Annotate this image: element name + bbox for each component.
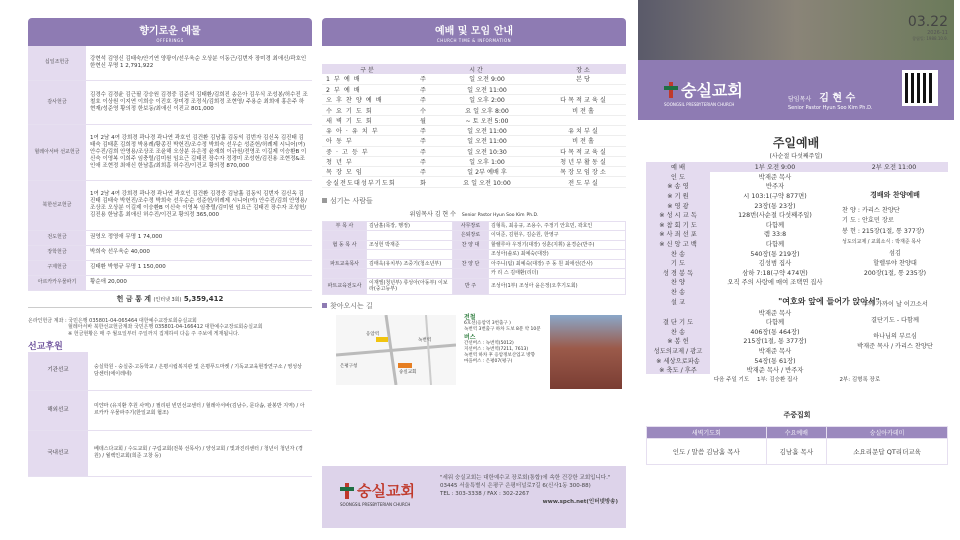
order-label: 찬 송 [646, 248, 710, 258]
schedule-day: 주 [412, 136, 434, 146]
subway-title: 전철 [464, 313, 476, 321]
cover-band [638, 60, 954, 120]
square-bullet-icon [322, 198, 327, 203]
logo-en: SOONGSIL PRESBYTERIAN CHURCH [340, 502, 411, 507]
account-info [28, 318, 312, 338]
order-value: "여호와 앞에 들어가 앉아서" [778, 297, 880, 307]
cross-icon [664, 82, 678, 98]
offering-panel [28, 18, 312, 540]
servant-v2: 조성아(1부) 조성아 윤은정(오후기도회) [489, 278, 626, 294]
schedule-time: 일 오전 11:00 [434, 136, 540, 146]
map-label: 녹번역 [418, 337, 432, 343]
schedule-time: ~ 토 오전 5:00 [434, 115, 540, 125]
servant-l2: 은퇴장로 [453, 231, 489, 241]
table-row [323, 278, 626, 294]
table-row [322, 125, 626, 135]
qr-code-icon[interactable] [902, 70, 938, 106]
order-label: 결 단 기 도 [646, 317, 710, 327]
table-row [322, 156, 626, 166]
servant-l2 [453, 269, 489, 279]
table-row [323, 269, 626, 279]
church-logo [340, 480, 415, 501]
table-row [323, 259, 626, 269]
table-row [28, 80, 312, 124]
pastor-line-text: 위임목사 김 현 수 [409, 210, 456, 218]
table-row [646, 365, 948, 375]
offering-label: 아르카카우물파기 [28, 275, 86, 290]
schedule-day: 주 [412, 167, 434, 177]
servant-l1 [323, 269, 367, 279]
transit-info [464, 315, 544, 365]
order-label: 찬 송 [646, 327, 710, 337]
order-value: 김성범 집사 [758, 260, 792, 268]
order-label: ※ 신 앙 고 백 [646, 239, 710, 249]
order-value: 215장(1절, 통 377장) [743, 338, 807, 346]
subway-line: 녹번역 3번출구 하차 도보 8분 약 10분 [464, 326, 541, 332]
pastor-block [788, 86, 873, 111]
servant-v1: 김태욱(유치부) 조중기(청소년부) [367, 259, 453, 269]
order-label: ※ 축도 / 후주 [646, 365, 710, 375]
pastor-en-name: Senior Pastor Hyun Soo Kim Ph.D. [788, 105, 873, 111]
schedule-day: 수 [412, 105, 434, 115]
column-header: 시 간 [412, 64, 540, 74]
order-value: 박재준 목사 [758, 347, 792, 355]
column-header: 구 분 [322, 64, 412, 74]
order-label: ※ 봉 헌 [646, 336, 710, 346]
total-value: 5,359,412 [183, 294, 224, 303]
table-row [28, 430, 312, 476]
offering-value: 1여 2남 4여 강희경 곽나경 곽나연 곽호인 김건환 김경중 김남흘 김동익 김번자 김신옥 김진태 김태숙 박헌진/조수정 박희숙 선우순순 성준헌/허례제 시니어(여) 안수진/김희 안영용/조상조 오상분 이길제 이승환B 이신숙 이영복 임충렬/김미원 임요근 김태진 장수자 조성헌/김진용 한남흠 최애신 허수진/이건교 황의정 365,000 [86, 180, 312, 230]
servant-l2: 사무장로 [453, 221, 489, 231]
pastor-name: 김 현 수 [819, 93, 856, 104]
praise-item: 찬 양 : 카리스 찬양단 [842, 207, 900, 215]
total-label: 헌 금 통 계 [116, 294, 152, 303]
order-value: 다함께 [765, 319, 785, 327]
schedule-time: 일 2부 예배 후 [434, 167, 540, 177]
church-logo [664, 78, 743, 101]
schedule-event: 숭실전도대성부기도회 [322, 177, 412, 187]
schedule-place: 비 전 홀 [540, 136, 626, 146]
servants-heading [322, 196, 626, 206]
servant-v2: 카 리 스 김태환(리더) [489, 269, 626, 279]
table-row [323, 231, 626, 241]
order-label: ※ 송 영 [646, 181, 710, 191]
schedule-day: 월 [412, 115, 434, 125]
table-row [322, 84, 626, 94]
servant-v2: 이덕준, 김현우, 김순원, 한영구 [489, 231, 626, 241]
praise-item: 기 도 : 안효민 장로 [842, 217, 894, 225]
map-label: 은평구청 [340, 363, 358, 369]
offering-value: 김경수 김경윤 김근필 강승원 김경중 김준석 김태환/김희진 송은아 김우식 조성봉/허수진 조철호 이상원 이지연 이희승 이진호 장미경 조정식/김희정 조현영/ 주용순 최희애 홍은주 하현재/성준영 황의정 한보동/최애신 이진교 801,000 [86, 80, 312, 124]
column-header: 장 소 [540, 64, 626, 74]
subway-line: 6호선(응암역 3번출구 ) [464, 320, 511, 326]
table-row [322, 74, 626, 84]
map-label: 숭실교회 [399, 369, 417, 375]
schedule-event: 1 부 예 배 [322, 74, 412, 84]
sunday-order [646, 162, 948, 383]
worship-schedule-body [322, 74, 626, 187]
servant-v1 [367, 231, 453, 241]
schedule-day: 주 [412, 84, 434, 94]
bus-line: 지선버스 : 녹번역(7211, 7613) [464, 346, 529, 352]
pastor-title: 담임목사 [788, 96, 812, 103]
offering-label: 십일조헌금 [28, 46, 86, 80]
praise-item: 하나님의 부르심 [873, 333, 917, 341]
offering-total [28, 291, 312, 308]
order-label: 성도의교제 / 광고 [646, 346, 710, 356]
sunday-subtitle: (사순절 다섯째주일) [769, 153, 823, 160]
order-label: ※ 세상으로파송 [646, 355, 710, 365]
map-church-mark [398, 363, 412, 368]
schedule-event: 아 동 부 [322, 136, 412, 146]
order-spacer [840, 355, 948, 365]
schedule-day: 주 [412, 125, 434, 135]
table-row [28, 260, 312, 275]
schedule-day: 주 [412, 146, 434, 156]
offering-title: 향기로운 예물 [139, 26, 201, 37]
map-label: 응암역 [366, 331, 380, 337]
schedule-day: 주 [412, 95, 434, 105]
schedule-time: 일 오전 11:00 [434, 84, 540, 94]
servant-v1 [367, 250, 453, 260]
schedule-place: 본 당 [540, 74, 626, 84]
servant-v1: 이재엘(청년부) 류성아(아동부) 이보라(중고등부) [367, 278, 453, 294]
table-row [28, 180, 312, 230]
order-value: 오직 주의 사랑에 매여 조택연 집사 [727, 279, 823, 287]
footer-address: 03445 서울특별시 은평구 은평터널로7길 6(신사1동 300-88) [440, 483, 591, 489]
servant-l1 [323, 231, 367, 241]
table-row [28, 275, 312, 290]
table-row [646, 355, 948, 365]
sunday-title-block [638, 134, 954, 160]
servants-title: 섬기는 사람들 [330, 196, 373, 205]
bulletin-date: 03.22 [907, 14, 948, 30]
offering-table [28, 46, 312, 291]
weekday-table [646, 426, 948, 465]
order-value [710, 287, 840, 297]
order-value: 박재준 목사 / 반주자 [746, 367, 804, 375]
cover-panel [638, 0, 954, 540]
praise-item: 200장(1절, 통 235장) [863, 270, 927, 278]
offering-value: 박희숙 선우욱순 40,000 [86, 245, 312, 260]
bus-title: 버스 [464, 333, 476, 341]
schedule-place: 유 치 부 실 [540, 125, 626, 135]
bulletin-footer [322, 466, 626, 528]
servant-l1: 부 목 사 [323, 221, 367, 231]
schedule-time: 일 오후 1:00 [434, 156, 540, 166]
table-row [322, 115, 626, 125]
schedule-place: 목 장 모 임 장 소 [540, 167, 626, 177]
schedule-time: 일 오전 10:30 [434, 146, 540, 156]
servant-v1: 조성헌 박재준 [367, 240, 453, 250]
bus-line: 녹번역 하차 후 응암정보산업고 방향 [464, 352, 535, 358]
schedule-time: 요 일 오전 10:00 [434, 177, 540, 187]
table-row [322, 136, 626, 146]
offering-label: 헐레아서바 선교헌금 [28, 124, 86, 180]
order-label: 기 도 [646, 258, 710, 268]
order-label: ※ 사 죄 선 포 [646, 229, 710, 239]
table-row [323, 221, 626, 231]
praise-item: 주께 가까이 날 이끄소서 [862, 300, 928, 308]
table-row [28, 124, 312, 180]
offering-label: 감사헌금 [28, 80, 86, 124]
order-value: 128번(사순절 다섯째주일) [738, 212, 812, 220]
schedule-place: 전 도 부 실 [540, 177, 626, 187]
mission-value: 베데스다교회 / 수도교회 / 구림교회(전북 선목사) / 양성교회 / 빛과진리센터 / 청년이 청년자 (경원) / 월렉인교회(희준 고창 등) [88, 430, 312, 476]
offering-header [28, 18, 312, 46]
table-header-row [647, 427, 948, 439]
order-spacer [840, 365, 948, 375]
total-note: (인터넷 3회) [153, 296, 182, 303]
worship-info-subtitle: CHURCH TIME & INFORMATION [436, 38, 512, 43]
table-row [323, 240, 626, 250]
table-row [322, 105, 626, 115]
servant-l1 [323, 250, 367, 260]
schedule-time: 일 오후 2:00 [434, 95, 540, 105]
footer-tel: TEL : 303-3338 / FAX : 302-2267 [440, 491, 530, 497]
schedule-event: 오 후 찬 양 예 배 [322, 95, 412, 105]
servant-v2: 조성아(솔로) 최예숙(대장) [489, 250, 626, 260]
next-label: 다음 주일 기도 [713, 377, 750, 384]
next-prayer-2: 2부: 김형록 장로 [839, 377, 881, 384]
account-note: ※ 헌금현황은 매 주 월요일부터 주일까지 집계하여 다음 주 주보에 게재됩니다. [68, 330, 240, 337]
praise-item: 성도의교제 / 교회소식 : 박재준 목사 [842, 238, 921, 245]
servant-v1 [367, 269, 453, 279]
schedule-event: 새 벽 기 도 회 [322, 115, 412, 125]
next-week-prayer [646, 375, 948, 383]
praise-worship-title: 경배와 찬양예배 [870, 191, 920, 199]
worship-schedule-table [322, 64, 626, 188]
column-header: 수요예배 [766, 427, 827, 439]
order-value: 박재준 목사 [758, 173, 792, 181]
schedule-day: 주 [412, 156, 434, 166]
schedule-place [540, 115, 626, 125]
logo-name: 숭실교회 [357, 482, 415, 500]
order-value: 박재준 목사 [758, 309, 792, 317]
cross-icon [340, 483, 354, 499]
table-row [28, 245, 312, 260]
offering-value: 황순애 20,000 [86, 275, 312, 290]
directions-heading [322, 301, 626, 311]
directions-title: 찾아오시는 길 [330, 301, 373, 310]
bus-line: 마을버스 : 은평07(평구) [464, 358, 513, 364]
schedule-place: 다 목 적 교 육 실 [540, 146, 626, 156]
map-station-mark [376, 337, 388, 342]
order-label: 설 교 [646, 296, 710, 307]
praise-item: 할렐루야 찬양대 [873, 260, 917, 268]
map-area [322, 315, 626, 395]
sunday-title: 주일예배 [772, 136, 820, 150]
table-row [322, 177, 626, 187]
schedule-day: 주 [412, 74, 434, 84]
pastor-line [322, 209, 626, 218]
column-header: 예 배 [646, 162, 710, 172]
weekday-value: 소요리문답 QT리더교육 [827, 439, 948, 465]
next-prayer-1: 1부: 김승환 집사 [756, 377, 798, 384]
table-row [28, 230, 312, 245]
table-row [28, 46, 312, 80]
table-row [323, 250, 626, 260]
servant-v2: 김형록, 최응규, 조용수, 주정기 안효민, 곽호인 [489, 221, 626, 231]
servant-l2: 찬 양 단 [453, 259, 489, 269]
schedule-event: 2 부 예 배 [322, 84, 412, 94]
mission-value: 미얀마 (유지환 후원 사역) / 필리핀 빈민선교센터 / 헐레아서바(김남수, 문다솜, 판봉반 지역) / 아르카카 우물파주기(한일교회 협조) [88, 390, 312, 430]
schedule-day: 화 [412, 177, 434, 187]
pastor-en: Senior Pastor Hyun Soo Kim [461, 212, 525, 218]
schedule-event: 청 년 부 [322, 156, 412, 166]
praise-item: 박재준 목사 / 카리스 찬양단 [857, 343, 933, 351]
offering-label: 장학헌금 [28, 245, 86, 260]
pastor-suffix: Ph.D. [526, 212, 539, 218]
weekday-value: 김남흘 목사 [766, 439, 827, 465]
servant-v2: 할렐루야 우정기(대장) 성훈(지휘) 윤경순(반주) [489, 240, 626, 250]
order-label: 찬 송 [646, 287, 710, 297]
mission-value: 숭실학원 - 숭실중·고등학교 / 은평시립복지관 및 은평푸드마켓 / 기독교교육현장연구소 / 영성상담센터(에이레네) [88, 352, 312, 390]
church-name: 숭실교회 [681, 81, 743, 100]
schedule-time: 일 오전 9:00 [434, 74, 540, 84]
column-header: 1부 오전 9:00 [710, 162, 840, 172]
schedule-event: 중 · 고 등 부 [322, 146, 412, 156]
order-label: ※ 성 시 교 독 [646, 210, 710, 220]
servant-l1: 파트교육전도사 [323, 278, 367, 294]
weekday-value: 인도 / 말씀 김남흘 목사 [647, 439, 767, 465]
table-row [322, 167, 626, 177]
table-row [647, 439, 948, 465]
account-line: 헐레아서바 북한선교헌금계좌 국민은행 035801-04-166412 대한예수교장로회숭실교회 [68, 324, 263, 330]
offering-value: 김태환 박형규 무명 1 150,000 [86, 260, 312, 275]
table-header-row [322, 64, 626, 74]
footer-url[interactable]: www.spch.net(인터넷방송) [542, 499, 618, 505]
info-panel [322, 18, 626, 540]
mission-table [28, 352, 312, 477]
schedule-place: 비 전 홀 [540, 105, 626, 115]
column-header: 새벽기도회 [647, 427, 767, 439]
schedule-place: 청 년 부 활 동 실 [540, 156, 626, 166]
order-value: 406장(통 464장) [750, 328, 800, 336]
table-row [28, 352, 312, 390]
order-label: ※ 영 광 [646, 200, 710, 210]
offering-value: 강현석 김영신 김태숙/안기연 양광이/선우욱순 오상분 이동근/김번자 장미경 최애신/곽호인 한현신 무명 1 2,791,922 [86, 46, 312, 80]
order-value: 삼하 7:18(구약 474면) [742, 269, 808, 277]
offering-label: 북한선교헌금 [28, 180, 86, 230]
weekday-title: 주중집회 [783, 411, 811, 419]
order-value: 시 103:1(구약 877면) [743, 193, 807, 201]
schedule-event: 목 장 모 임 [322, 167, 412, 177]
table-header-row [646, 162, 948, 172]
square-bullet-icon [322, 303, 327, 308]
servant-l2 [453, 250, 489, 260]
servant-v2: 아주니(팀) 최예숙(대장) 주 동 원 최애선(간사) [489, 259, 626, 269]
offering-value: 1여 2남 4여 강희경 곽나경 곽나연 곽호인 김건환 김남흘 김동익 김번자 김신옥 김진태 김태숙 김태훈 김희정 박용례/황종진 박헌진/조수정 박희숙 선우순 성준헌/허례제 시니어(여) 안수진/김희 안영용/조상조 조윤해 오상분 유은정 윤재희 이규원/전영조 이길제 이승환B 이신숙 이영복 이희주 임충렬/김미원 임요근 김태진 장수자 정경미 조성헌/김진용 조현정&조인애 조현정 최애신 한남흠/최희흠 허수진/이건교 황의정 870,000 [86, 124, 312, 180]
offering-value: 권영오 정영애 무명 1 74,000 [86, 230, 312, 245]
order-label: 성 경 봉 독 [646, 268, 710, 278]
table-row [322, 95, 626, 105]
servants-table [322, 221, 626, 295]
congregation-photo [638, 0, 954, 60]
order-label [646, 307, 710, 317]
praise-item: 결단기도 - 다함께 [870, 316, 919, 324]
mission-label: 국내선교 [28, 430, 88, 476]
schedule-time: 요 일 오후 8:00 [434, 105, 540, 115]
founded-date: 창립일: 1988.10.9. [912, 36, 948, 41]
offering-subtitle: OFFERINGS [156, 38, 184, 43]
order-value: 반주자 [765, 183, 785, 191]
order-label: ※ 참 회 기 도 [646, 220, 710, 230]
schedule-time: 일 오전 11:00 [434, 125, 540, 135]
account-line: 온라인헌금 계좌 : 국민은행 035801-04-065464 대한예수교장로회숭실교회 [28, 317, 197, 324]
order-value: 다함께 [765, 241, 785, 249]
servant-l1: 파트교육목사 [323, 259, 367, 269]
weekday-section [646, 410, 948, 465]
order-value: 렘 33:8 [763, 231, 787, 239]
praise-item: 섬김 [889, 250, 901, 258]
church-building-photo [550, 315, 622, 389]
servant-v1: 김남흘(목장, 행정) [367, 221, 453, 231]
worship-info-title: 예배 및 모임 안내 [434, 26, 514, 37]
mission-label: 기관선교 [28, 352, 88, 390]
column-header: 숭실아카데미 [827, 427, 948, 439]
offering-label: 전도헌금 [28, 230, 86, 245]
order-value: 54장(통 61장) [754, 357, 796, 365]
table-row [28, 390, 312, 430]
schedule-event: 유 아 · 유 치 부 [322, 125, 412, 135]
bulletin-week: 2026-11 [927, 30, 948, 36]
footer-motto: "세워 숭실교회는 대한예수교 장로회(통합)에 속한 건강한 교회입니다." [440, 475, 611, 481]
order-value: 23장(통 23장) [754, 202, 796, 210]
servant-l2: 찬 양 대 [453, 240, 489, 250]
offering-label: 구제헌금 [28, 260, 86, 275]
mission-label: 해외선교 [28, 390, 88, 430]
servant-l2: 반 주 [453, 278, 489, 294]
praise-worship-order [842, 176, 948, 352]
order-label: 찬 양 [646, 277, 710, 287]
praise-item: 봉 헌 : 215장(1절, 통 377장) [842, 227, 925, 235]
table-row [322, 146, 626, 156]
bus-line: 간선버스 : 녹번역(5012) [464, 340, 514, 346]
mission-title: 선교후원 [28, 342, 63, 352]
servant-l1: 협 동 목 사 [323, 240, 367, 250]
date-block [908, 14, 948, 42]
schedule-event: 수 요 기 도 회 [322, 105, 412, 115]
worship-info-header [322, 18, 626, 46]
order-value: 다함께 [765, 221, 785, 229]
footer-info [440, 474, 626, 506]
map-svg [336, 315, 456, 385]
schedule-place [540, 84, 626, 94]
order-label: ※ 기 원 [646, 191, 710, 201]
church-en: SOONGSIL PRESBYTERIAN CHURCH [664, 102, 735, 107]
order-label: 인 도 [646, 172, 710, 182]
column-header: 2부 오전 11:00 [840, 162, 948, 172]
order-value: 540장(통 219장) [750, 250, 800, 258]
schedule-place: 다 목 적 교 육 실 [540, 95, 626, 105]
